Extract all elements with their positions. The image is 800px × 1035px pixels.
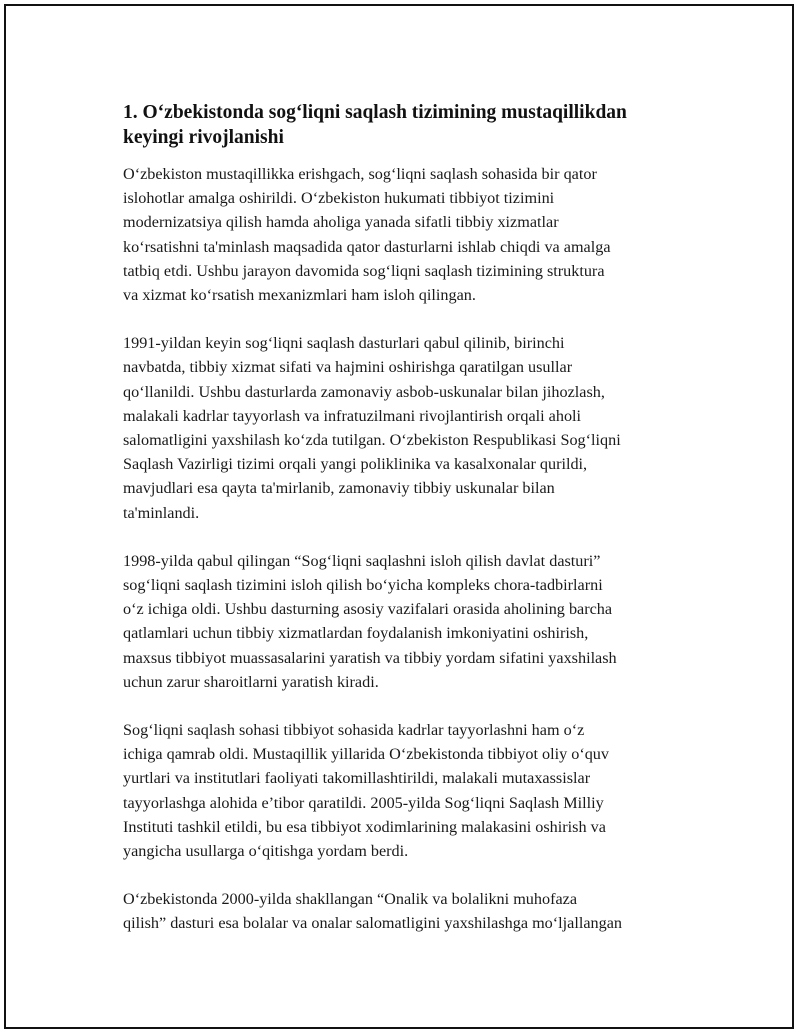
text-line: qatlamlari uchun tibbiy xizmatlardan foydalanish imkoniyatini oshirish,	[123, 624, 589, 643]
text-line: O‘zbekistonda 2000-yilda shakllangan “Onalik va bolalikni muhofaza	[123, 890, 578, 909]
text-line: qo‘llanildi. Ushbu dasturlarda zamonaviy asbob-uskunalar bilan jihozlash,	[123, 382, 605, 401]
text-line: O‘zbekiston mustaqillikka erishgach, sog‘liqni saqlash sohasida bir qator	[123, 165, 597, 183]
text-line: Saqlash Vazirligi tizimi orqali yangi poliklinika va kasalxonalar qurildi,	[123, 455, 588, 474]
text-line: uchun zarur sharoitlarni yaratish kiradi.	[123, 672, 379, 691]
text-line: Sog‘liqni saqlash sohasi tibbiyot sohasida kadrlar tayyorlashni ham o‘z	[123, 721, 585, 740]
document-body	[123, 100, 693, 960]
text-line: salomatligini yaxshilash ko‘zda tutilgan. O‘zbekiston Respublikasi Sog‘liqni	[123, 431, 621, 450]
text-line: mavjudlari esa qayta ta'mirlanib, zamonaviy tibbiy uskunalar bilan	[123, 479, 555, 498]
text-line: 1991-yildan keyin sog‘liqni saqlash dasturlari qabul qilinib, birinchi	[123, 334, 565, 353]
text-line: yangicha usullarga o‘qitishga yordam berdi.	[123, 842, 409, 861]
text-line: va xizmat ko‘rsatish mexanizmlari ham isloh qilingan.	[123, 286, 476, 305]
text-line: malakali kadrlar tayyorlash va infratuzilmani rivojlantirish orqali aholi	[123, 406, 582, 425]
text-line: ta'minlandi.	[123, 503, 200, 522]
paragraph-5	[123, 887, 693, 935]
text-line: tatbiq etdi. Ushbu jarayon davomida sog‘liqni saqlash tizimining struktura	[123, 261, 605, 280]
section-heading	[123, 100, 693, 150]
paragraph-2	[123, 331, 693, 525]
text-line: qilish” dasturi esa bolalar va onalar salomatligini yaxshilashga mo‘ljallangan	[123, 914, 622, 933]
text-line: sog‘liqni saqlash tizimini isloh qilish bo‘yicha kompleks chora-tadbirlarni	[123, 576, 603, 595]
page-frame	[4, 4, 794, 1029]
text-line: navbatda, tibbiy xizmat sifati va hajmini oshirishga qaratilgan usullar	[123, 358, 573, 377]
text-line: islohotlar amalga oshirildi. O‘zbekiston hukumati tibbiyot tizimini	[123, 189, 555, 208]
text-line: 1998-yilda qabul qilingan “Sog‘liqni saqlashni isloh qilish davlat dasturi”	[123, 551, 601, 570]
paragraph-1	[123, 162, 693, 307]
text-line: o‘z ichiga oldi. Ushbu dasturning asosiy vazifalari orasida aholining barcha	[123, 600, 613, 619]
paragraph-3	[123, 549, 693, 694]
text-line: maxsus tibbiyot muassasalarini yaratish va tibbiy yordam sifatini yaxshilash	[123, 648, 617, 667]
text-line: modernizatsiya qilish hamda aholiga yanada sifatli tibbiy xizmatlar	[123, 213, 559, 232]
paragraph-4	[123, 718, 693, 863]
heading-line: keyingi rivojlanishi	[123, 127, 284, 148]
text-line: Instituti tashkil etildi, bu esa tibbiyot xodimlarining malakasini oshirish va	[123, 817, 606, 836]
text-line: yurtlari va institutlari faoliyati takomillashtirildi, malakali mutaxassislar	[123, 769, 591, 788]
text-line: ko‘rsatishni ta'minlash maqsadida qator dasturlarni ishlab chiqdi va amalga	[123, 237, 611, 256]
text-line: ichiga qamrab oldi. Mustaqillik yillarida O‘zbekistonda tibbiyot oliy o‘quv	[123, 745, 609, 764]
text-line: tayyorlashga alohida e’tibor qaratildi. 2005-yilda Sog‘liqni Saqlash Milliy	[123, 793, 604, 812]
heading-line: 1. O‘zbekistonda sog‘liqni saqlash tizimining mustaqillikdan	[123, 102, 627, 123]
